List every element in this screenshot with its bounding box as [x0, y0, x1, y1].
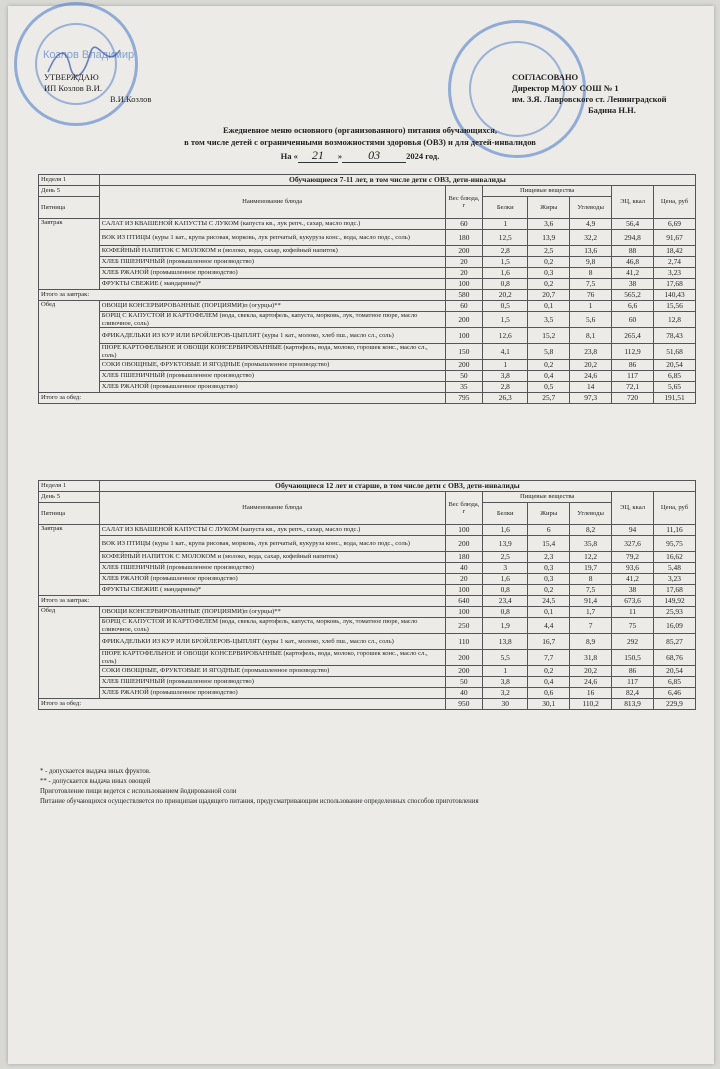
cell-e: 82,4	[612, 688, 654, 699]
group-title: Обучающиеся 7-11 лет, в том числе дети с ОВЗ, дети-инвалиды	[99, 175, 695, 186]
cell-f: 6	[528, 525, 570, 536]
cell-f: 0,5	[528, 382, 570, 393]
cell-e: 38	[612, 585, 654, 596]
cell-pr: 95,75	[653, 536, 695, 552]
table-row	[39, 230, 696, 246]
cell-c: 1,7	[570, 607, 612, 618]
dish-name: ХЛЕБ ПШЕНИЧНЫЙ (промышленное производство)	[99, 563, 445, 574]
menu-table-12-plus	[38, 480, 696, 710]
cell-pr: 15,56	[654, 301, 696, 312]
cell-w: 100	[445, 525, 483, 536]
cell-p: 3,2	[483, 688, 528, 699]
doc-date: На « 21 » 03 2024 год.	[280, 148, 440, 162]
date-month: 03	[342, 148, 406, 163]
cell-e: 41,2	[612, 268, 654, 279]
cell-w: 60	[445, 219, 483, 230]
agree-line3: Бадина Н.Н.	[588, 105, 636, 115]
col-price-header: Цена, руб	[654, 186, 696, 219]
cell-c: 5,6	[570, 312, 612, 328]
cell-w: 200	[445, 666, 483, 677]
total-f: 20,7	[528, 290, 570, 301]
week-label: Неделя 1	[39, 481, 100, 492]
table-row	[39, 666, 696, 677]
table-row	[39, 246, 696, 257]
dish-name: КОФЕЙНЫЙ НАПИТОК С МОЛОКОМ и (молоко, вода, сахар, кофейный напиток)	[99, 246, 445, 257]
cell-pr: 51,68	[654, 344, 696, 360]
cell-c: 12,2	[570, 552, 612, 563]
col-protein-header: Белки	[483, 197, 528, 219]
cell-w: 40	[445, 563, 483, 574]
cell-w: 110	[445, 634, 483, 650]
cell-p: 12,5	[483, 230, 528, 246]
cell-c: 23,8	[570, 344, 612, 360]
doc-title-line2: в том числе детей с ограниченными возможностями здоровья (ОВЗ) и для детей-инвалидов	[184, 137, 536, 147]
dish-name: САЛАТ ИЗ КВАШЕНОЙ КАПУСТЫ С ЛУКОМ (капуста кв., лук репч., сахар, масло подс.)	[99, 219, 445, 230]
total-w: 640	[445, 596, 483, 607]
total-label: Итого за обед:	[39, 699, 446, 710]
cell-c: 8,2	[570, 525, 612, 536]
cell-c: 32,2	[570, 230, 612, 246]
table-row	[39, 585, 696, 596]
table-row	[39, 301, 696, 312]
cell-c: 8	[570, 268, 612, 279]
cell-c: 16	[570, 688, 612, 699]
table-row	[39, 688, 696, 699]
cell-pr: 18,42	[654, 246, 696, 257]
col-carbs-header: Углеводы	[570, 197, 612, 219]
cell-pr: 17,68	[654, 279, 696, 290]
cell-p: 1,9	[483, 618, 528, 634]
cell-w: 50	[445, 677, 483, 688]
cell-w: 20	[445, 574, 483, 585]
cell-f: 0,6	[528, 688, 570, 699]
total-p: 23,4	[483, 596, 528, 607]
table-row	[39, 371, 696, 382]
menu-table-7-11	[38, 174, 696, 404]
cell-c: 35,8	[570, 536, 612, 552]
cell-c: 13,6	[570, 246, 612, 257]
cell-p: 1,6	[483, 525, 528, 536]
cell-f: 3,5	[528, 312, 570, 328]
cell-f: 0,2	[528, 585, 570, 596]
total-w: 580	[445, 290, 483, 301]
cell-w: 100	[445, 607, 483, 618]
cell-pr: 12,8	[654, 312, 696, 328]
table-row	[39, 634, 696, 650]
total-f: 25,7	[528, 393, 570, 404]
approve-block	[44, 72, 102, 94]
cell-pr: 16,62	[653, 552, 695, 563]
doc-title-line1: Ежедневное меню основного (организованного) питания обучающихся,	[222, 125, 498, 135]
cell-p: 1	[483, 219, 528, 230]
cell-c: 8	[570, 574, 612, 585]
cell-pr: 68,76	[653, 650, 695, 666]
table-row	[39, 552, 696, 563]
cell-f: 0,2	[528, 360, 570, 371]
cell-pr: 5,48	[653, 563, 695, 574]
cell-e: 93,6	[612, 563, 654, 574]
cell-e: 292	[612, 634, 654, 650]
cell-e: 86	[612, 360, 654, 371]
total-label: Итого за обед:	[39, 393, 446, 404]
total-f: 24,5	[528, 596, 570, 607]
table-row	[39, 219, 696, 230]
cell-p: 1,6	[483, 574, 528, 585]
cell-c: 20,2	[570, 666, 612, 677]
total-pr: 229,9	[653, 699, 695, 710]
dish-name: ХЛЕБ РЖАНОЙ (промышленное производство)	[99, 688, 445, 699]
cell-c: 14	[570, 382, 612, 393]
cell-w: 100	[445, 279, 483, 290]
col-protein-header: Белки	[483, 503, 528, 525]
cell-f: 0,3	[528, 268, 570, 279]
cell-f: 15,4	[528, 536, 570, 552]
agree-line1: Директор МАОУ СОШ № 1	[512, 83, 619, 93]
cell-f: 0,3	[528, 574, 570, 585]
total-e: 720	[612, 393, 654, 404]
approve-label: УТВЕРЖДАЮ	[44, 72, 99, 82]
cell-p: 0,8	[483, 279, 528, 290]
dish-name: ФРУКТЫ СВЕЖИЕ ( мандарины)*	[99, 279, 445, 290]
cell-pr: 91,67	[654, 230, 696, 246]
agree-block	[512, 72, 667, 116]
total-row	[39, 596, 696, 607]
cell-pr: 3,23	[653, 574, 695, 585]
day-label: День 5	[39, 492, 100, 503]
cell-w: 200	[445, 536, 483, 552]
cell-w: 200	[445, 312, 483, 328]
agree-line2: им. З.Я. Лавровского ст. Ленинградской	[512, 94, 667, 104]
total-c: 97,3	[570, 393, 612, 404]
cell-e: 56,4	[612, 219, 654, 230]
total-c: 91,4	[570, 596, 612, 607]
cell-p: 2,8	[483, 382, 528, 393]
cell-w: 250	[445, 618, 483, 634]
table-row	[39, 536, 696, 552]
cell-f: 0,4	[528, 371, 570, 382]
cell-c: 7	[570, 618, 612, 634]
total-pr: 140,43	[654, 290, 696, 301]
cell-c: 1	[570, 301, 612, 312]
total-row	[39, 699, 696, 710]
col-energy-header: ЭЦ, ккал	[612, 492, 654, 525]
total-w: 795	[445, 393, 483, 404]
cell-c: 7,5	[570, 585, 612, 596]
cell-w: 180	[445, 230, 483, 246]
col-fat-header: Жиры	[528, 197, 570, 219]
total-pr: 149,92	[653, 596, 695, 607]
cell-f: 2,5	[528, 246, 570, 257]
cell-c: 20,2	[570, 360, 612, 371]
cell-pr: 6,85	[653, 677, 695, 688]
day-label: День 5	[39, 186, 100, 197]
cell-e: 72,1	[612, 382, 654, 393]
cell-pr: 2,74	[654, 257, 696, 268]
dish-name: КОФЕЙНЫЙ НАПИТОК С МОЛОКОМ и (молоко, вода, сахар, кофейный напиток)	[99, 552, 445, 563]
cell-c: 8,9	[570, 634, 612, 650]
dish-name: ХЛЕБ ПШЕНИЧНЫЙ (промышленное производство)	[99, 677, 445, 688]
cell-f: 0,3	[528, 563, 570, 574]
cell-w: 100	[445, 585, 483, 596]
dish-name: БОРЩ С КАПУСТОЙ И КАРТОФЕЛЕМ (вода, свекла, картофель, капуста, морковь, лук, томатное пюре, масло сливочное, соль)	[99, 618, 445, 634]
dish-name: СОКИ ОВОЩНЫЕ, ФРУКТОВЫЕ И ЯГОДНЫЕ (промышленное производство)	[99, 360, 445, 371]
cell-f: 0,2	[528, 279, 570, 290]
dish-name: ХЛЕБ РЖАНОЙ (промышленное производство)	[99, 382, 445, 393]
cell-e: 94	[612, 525, 654, 536]
col-energy-header: ЭЦ, ккал	[612, 186, 654, 219]
cell-c: 24,6	[570, 371, 612, 382]
total-p: 20,2	[483, 290, 528, 301]
cell-pr: 5,65	[654, 382, 696, 393]
meal-label: Завтрак	[39, 219, 100, 290]
cell-e: 41,2	[612, 574, 654, 585]
total-row	[39, 290, 696, 301]
cell-w: 200	[445, 246, 483, 257]
total-c: 76	[570, 290, 612, 301]
approve-name: ИП Козлов В.И.	[44, 83, 102, 93]
cell-p: 1,5	[483, 257, 528, 268]
footnote-1: * - допускается выдача иных фруктов.	[40, 768, 151, 775]
cell-pr: 3,23	[654, 268, 696, 279]
cell-w: 200	[445, 650, 483, 666]
table-row	[39, 607, 696, 618]
table-row	[39, 312, 696, 328]
total-e: 673,6	[612, 596, 654, 607]
dish-name: ФРИКАДЕЛЬКИ ИЗ КУР ИЛИ БРОЙЛЕРОВ-ЦЫПЛЯТ (куры 1 кат., молоко, хлеб пш., масло сл., соль)	[99, 634, 445, 650]
table-row	[39, 382, 696, 393]
table-row	[39, 257, 696, 268]
col-weight-header: Вес блюда, г	[445, 492, 483, 525]
cell-f: 4,4	[528, 618, 570, 634]
cell-p: 3,8	[483, 371, 528, 382]
col-nutrients-header: Пищевые вещества	[483, 186, 612, 197]
dish-name: ОВОЩИ КОНСЕРВИРОВАННЫЕ (ПОРЦИЯМИ)п (огурцы)**	[99, 301, 445, 312]
cell-f: 15,2	[528, 328, 570, 344]
cell-pr: 20,54	[654, 360, 696, 371]
dish-name: ПЮРЕ КАРТОФЕЛЬНОЕ И ОВОЩИ КОНСЕРВИРОВАННЫЕ (картофель, вода, молоко, горошек конс., масло сл., соль)	[99, 650, 445, 666]
approve-sign: В.И.Козлов	[110, 94, 152, 104]
cell-w: 20	[445, 268, 483, 279]
col-fat-header: Жиры	[528, 503, 570, 525]
total-pr: 191,51	[654, 393, 696, 404]
table-row	[39, 677, 696, 688]
table-row	[39, 360, 696, 371]
cell-e: 117	[612, 677, 654, 688]
dish-name: ХЛЕБ ПШЕНИЧНЫЙ (промышленное производство)	[99, 371, 445, 382]
cell-p: 4,1	[483, 344, 528, 360]
cell-f: 0,4	[528, 677, 570, 688]
cell-f: 0,1	[528, 301, 570, 312]
table-row	[39, 279, 696, 290]
col-weight-header: Вес блюда, г	[445, 186, 483, 219]
total-w: 950	[445, 699, 483, 710]
total-label: Итого за завтрак:	[39, 596, 446, 607]
dish-name: ПЮРЕ КАРТОФЕЛЬНОЕ И ОВОЩИ КОНСЕРВИРОВАННЫЕ (картофель, вода, молоко, горошек конс., масло сл., соль)	[99, 344, 445, 360]
dish-name: ХЛЕБ РЖАНОЙ (промышленное производство)	[99, 268, 445, 279]
agree-label: СОГЛАСОВАНО	[512, 72, 579, 82]
table-row	[39, 328, 696, 344]
cell-e: 88	[612, 246, 654, 257]
cell-pr: 85,27	[653, 634, 695, 650]
col-name-header: Наименование блюда	[99, 186, 445, 219]
cell-f: 7,7	[528, 650, 570, 666]
cell-e: 6,6	[612, 301, 654, 312]
cell-c: 9,8	[570, 257, 612, 268]
footnotes	[40, 767, 479, 807]
cell-e: 75	[612, 618, 654, 634]
total-p: 26,3	[483, 393, 528, 404]
cell-f: 0,1	[528, 607, 570, 618]
total-p: 30	[483, 699, 528, 710]
cell-c: 19,7	[570, 563, 612, 574]
cell-c: 4,9	[570, 219, 612, 230]
cell-p: 3	[483, 563, 528, 574]
cell-e: 150,5	[612, 650, 654, 666]
cell-p: 5,5	[483, 650, 528, 666]
seal-stamp-left: Козлов Владимир	[14, 2, 138, 126]
cell-c: 7,5	[570, 279, 612, 290]
cell-w: 180	[445, 552, 483, 563]
cell-pr: 78,43	[654, 328, 696, 344]
cell-pr: 6,46	[653, 688, 695, 699]
total-f: 30,1	[528, 699, 570, 710]
dish-name: ОВОЩИ КОНСЕРВИРОВАННЫЕ (ПОРЦИЯМИ)п (огурцы)**	[99, 607, 445, 618]
cell-p: 2,8	[483, 246, 528, 257]
cell-c: 31,8	[570, 650, 612, 666]
cell-w: 20	[445, 257, 483, 268]
total-c: 110,2	[570, 699, 612, 710]
group-title: Обучающиеся 12 лет и старше, в том числе дети с ОВЗ, дети-инвалиды	[99, 481, 695, 492]
table-row	[39, 574, 696, 585]
cell-w: 60	[445, 301, 483, 312]
cell-e: 79,2	[612, 552, 654, 563]
cell-w: 150	[445, 344, 483, 360]
col-name-header: Наименование блюда	[99, 492, 445, 525]
dish-name: ВОК ИЗ ПТИЦЫ (куры 1 кат., крупа рисовая, морковь, лук репчатый, кукуруза конс., вода, масло подс., соль)	[99, 230, 445, 246]
cell-w: 200	[445, 360, 483, 371]
cell-w: 35	[445, 382, 483, 393]
table-row	[39, 618, 696, 634]
date-day: 21	[298, 148, 338, 163]
dish-name: ХЛЕБ РЖАНОЙ (промышленное производство)	[99, 574, 445, 585]
dish-name: ФРИКАДЕЛЬКИ ИЗ КУР ИЛИ БРОЙЛЕРОВ-ЦЫПЛЯТ (куры 1 кат., молоко, хлеб пш., масло сл., соль)	[99, 328, 445, 344]
cell-f: 5,8	[528, 344, 570, 360]
cell-p: 1	[483, 360, 528, 371]
dish-name: ФРУКТЫ СВЕЖИЕ ( мандарины)*	[99, 585, 445, 596]
cell-p: 13,8	[483, 634, 528, 650]
total-e: 813,9	[612, 699, 654, 710]
cell-w: 40	[445, 688, 483, 699]
footnote-2: ** - допускается выдача иных овощей	[40, 778, 151, 785]
table-row	[39, 344, 696, 360]
cell-e: 327,6	[612, 536, 654, 552]
cell-f: 2,3	[528, 552, 570, 563]
weekday-label: Пятница	[39, 197, 100, 219]
table-row	[39, 650, 696, 666]
cell-p: 2,5	[483, 552, 528, 563]
cell-e: 265,4	[612, 328, 654, 344]
cell-p: 12,6	[483, 328, 528, 344]
total-e: 565,2	[612, 290, 654, 301]
cell-pr: 6,85	[654, 371, 696, 382]
cell-p: 0,8	[483, 585, 528, 596]
col-nutrients-header: Пищевые вещества	[483, 492, 612, 503]
cell-e: 112,9	[612, 344, 654, 360]
total-label: Итого за завтрак:	[39, 290, 446, 301]
week-label: Неделя 1	[39, 175, 100, 186]
cell-c: 24,6	[570, 677, 612, 688]
cell-pr: 11,16	[653, 525, 695, 536]
total-row	[39, 393, 696, 404]
cell-pr: 20,54	[653, 666, 695, 677]
table-row	[39, 563, 696, 574]
dish-name: САЛАТ ИЗ КВАШЕНОЙ КАПУСТЫ С ЛУКОМ (капуста кв., лук репч., сахар, масло подс.)	[99, 525, 445, 536]
cell-e: 38	[612, 279, 654, 290]
cell-f: 0,2	[528, 257, 570, 268]
cell-w: 100	[445, 328, 483, 344]
weekday-label: Пятница	[39, 503, 100, 525]
cell-p: 0,8	[483, 607, 528, 618]
cell-c: 8,1	[570, 328, 612, 344]
cell-e: 46,8	[612, 257, 654, 268]
cell-f: 3,6	[528, 219, 570, 230]
cell-e: 294,8	[612, 230, 654, 246]
meal-label: Завтрак	[39, 525, 100, 596]
dish-name: СОКИ ОВОЩНЫЕ, ФРУКТОВЫЕ И ЯГОДНЫЕ (промышленное производство)	[99, 666, 445, 677]
cell-e: 86	[612, 666, 654, 677]
dish-name: ВОК ИЗ ПТИЦЫ (куры 1 кат., крупа рисовая, морковь, лук репчатый, кукуруза конс., вода, масло подс., соль)	[99, 536, 445, 552]
cell-pr: 17,68	[653, 585, 695, 596]
cell-p: 3,8	[483, 677, 528, 688]
cell-f: 16,7	[528, 634, 570, 650]
cell-f: 0,2	[528, 666, 570, 677]
cell-e: 11	[612, 607, 654, 618]
cell-pr: 6,69	[654, 219, 696, 230]
dish-name: ХЛЕБ ПШЕНИЧНЫЙ (промышленное производство)	[99, 257, 445, 268]
cell-e: 60	[612, 312, 654, 328]
cell-p: 0,5	[483, 301, 528, 312]
table-row	[39, 525, 696, 536]
col-carbs-header: Углеводы	[570, 503, 612, 525]
col-price-header: Цена, руб	[653, 492, 695, 525]
cell-p: 1	[483, 666, 528, 677]
cell-pr: 25,93	[653, 607, 695, 618]
footnote-4: Питание обучающихся осуществляется по принципам щадящего питания, предусматривающим использование определенных способов приготовления	[40, 798, 479, 805]
cell-f: 13,9	[528, 230, 570, 246]
cell-e: 117	[612, 371, 654, 382]
cell-p: 1,5	[483, 312, 528, 328]
dish-name: БОРЩ С КАПУСТОЙ И КАРТОФЕЛЕМ (вода, свекла, картофель, капуста, морковь, лук, томатное пюре, масло сливочное, соль)	[99, 312, 445, 328]
meal-label: Обед	[39, 301, 100, 393]
cell-pr: 16,09	[653, 618, 695, 634]
footnote-3: Приготовление пищи ведется с использованием йодированной соли	[40, 788, 237, 795]
table-row	[39, 268, 696, 279]
cell-p: 1,6	[483, 268, 528, 279]
meal-label: Обед	[39, 607, 100, 699]
cell-w: 50	[445, 371, 483, 382]
cell-p: 13,9	[483, 536, 528, 552]
